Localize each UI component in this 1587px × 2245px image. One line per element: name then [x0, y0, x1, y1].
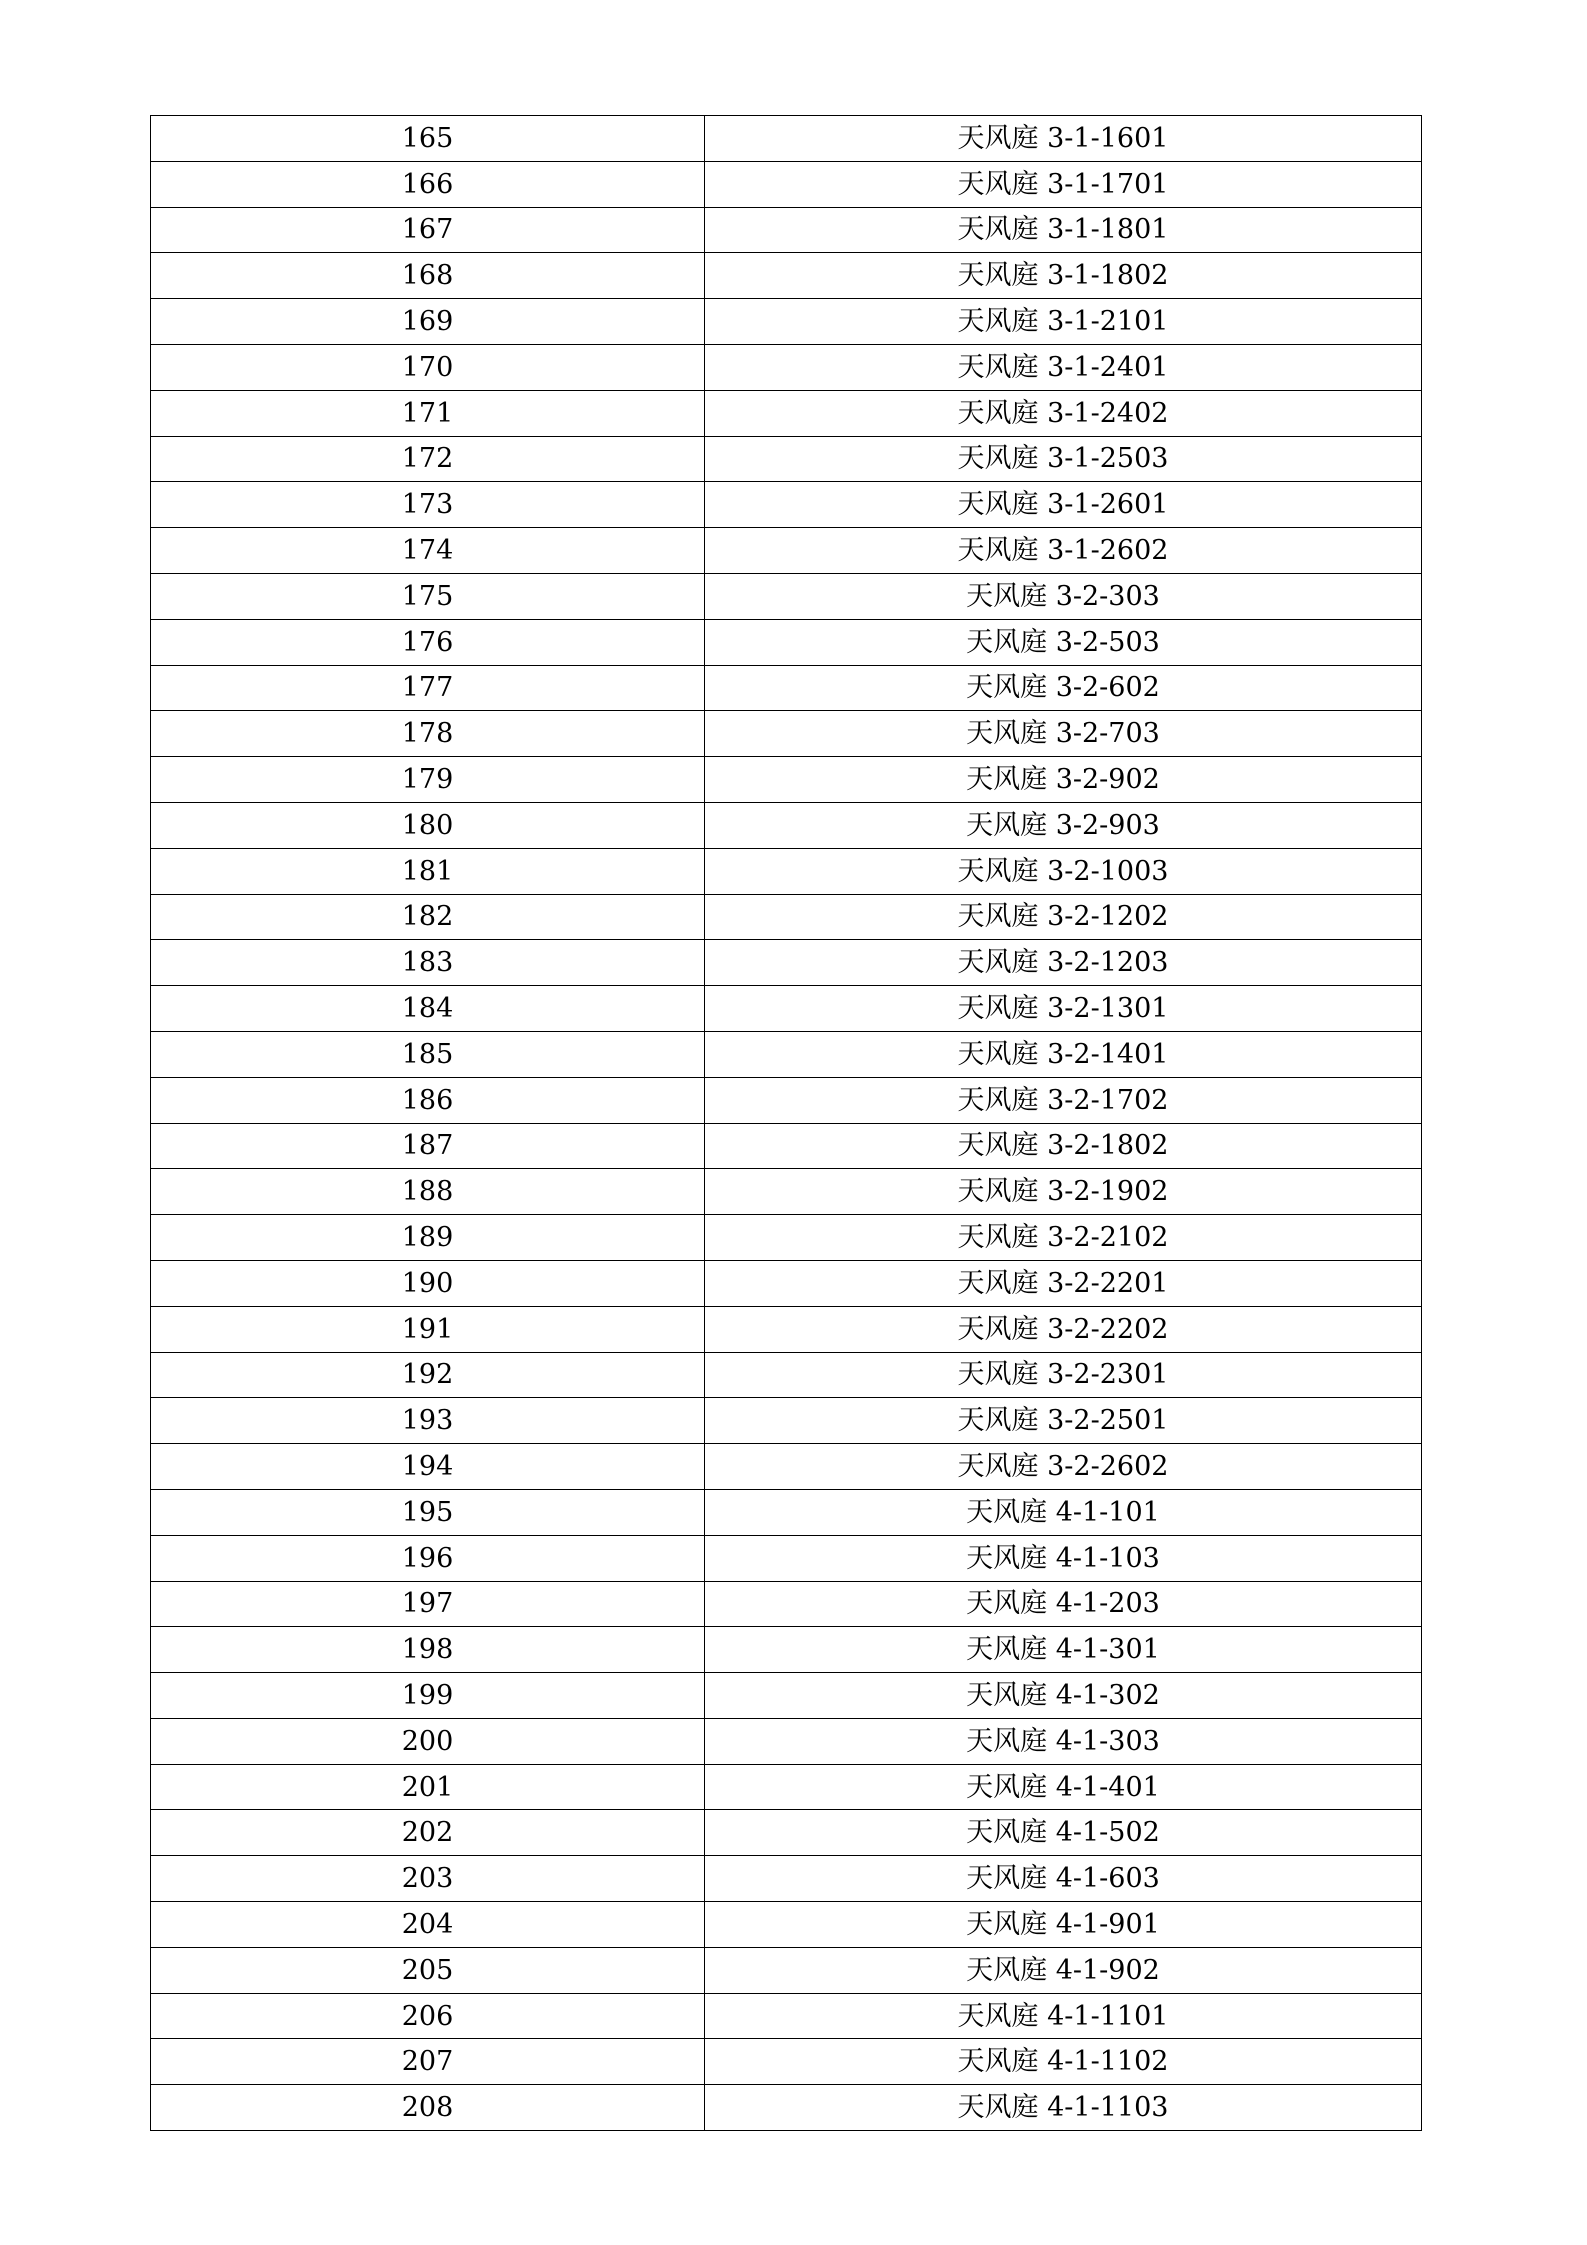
- table-row: [151, 1260, 1422, 1306]
- table-row: [151, 1535, 1422, 1581]
- row-number-cell: 167: [151, 207, 705, 253]
- table-row: [151, 1627, 1422, 1673]
- table-row: [151, 619, 1422, 665]
- table-row: [151, 116, 1422, 162]
- table-row: [151, 1764, 1422, 1810]
- row-number-cell: 201: [151, 1764, 705, 1810]
- row-number-cell: 179: [151, 757, 705, 803]
- room-list-table: [150, 115, 1422, 2131]
- row-number-cell: 198: [151, 1627, 705, 1673]
- table-row: [151, 1810, 1422, 1856]
- table-row: [151, 665, 1422, 711]
- room-cell: 天风庭 4-1-1102: [705, 2039, 1422, 2085]
- table-row: [151, 1581, 1422, 1627]
- room-cell: 天风庭 3-1-2401: [705, 344, 1422, 390]
- room-cell: 天风庭 3-2-503: [705, 619, 1422, 665]
- row-number-cell: 170: [151, 344, 705, 390]
- room-cell: 天风庭 3-2-2501: [705, 1398, 1422, 1444]
- row-number-cell: 186: [151, 1077, 705, 1123]
- room-cell: 天风庭 3-2-903: [705, 802, 1422, 848]
- room-cell: 天风庭 4-1-103: [705, 1535, 1422, 1581]
- row-number-cell: 185: [151, 1031, 705, 1077]
- table-row: [151, 1031, 1422, 1077]
- room-cell: 天风庭 4-1-1103: [705, 2085, 1422, 2131]
- room-cell: 天风庭 3-2-2201: [705, 1260, 1422, 1306]
- row-number-cell: 176: [151, 619, 705, 665]
- room-cell: 天风庭 4-1-303: [705, 1718, 1422, 1764]
- table-row: [151, 1489, 1422, 1535]
- room-cell: 天风庭 3-2-1003: [705, 848, 1422, 894]
- room-cell: 天风庭 3-1-2402: [705, 390, 1422, 436]
- room-cell: 天风庭 3-2-1301: [705, 986, 1422, 1032]
- table-body: [151, 116, 1422, 2131]
- table-row: [151, 482, 1422, 528]
- room-cell: 天风庭 3-2-2301: [705, 1352, 1422, 1398]
- room-cell: 天风庭 3-1-1801: [705, 207, 1422, 253]
- room-cell: 天风庭 3-2-2602: [705, 1444, 1422, 1490]
- room-cell: 天风庭 3-2-602: [705, 665, 1422, 711]
- table-row: [151, 253, 1422, 299]
- table-row: [151, 711, 1422, 757]
- row-number-cell: 174: [151, 528, 705, 574]
- row-number-cell: 206: [151, 1993, 705, 2039]
- room-cell: 天风庭 3-1-2101: [705, 299, 1422, 345]
- row-number-cell: 195: [151, 1489, 705, 1535]
- room-cell: 天风庭 3-1-2601: [705, 482, 1422, 528]
- room-cell: 天风庭 3-1-2503: [705, 436, 1422, 482]
- table-row: [151, 1902, 1422, 1948]
- room-cell: 天风庭 3-2-2202: [705, 1306, 1422, 1352]
- room-cell: 天风庭 3-1-1601: [705, 116, 1422, 162]
- room-cell: 天风庭 3-1-1701: [705, 161, 1422, 207]
- room-cell: 天风庭 4-1-902: [705, 1947, 1422, 1993]
- row-number-cell: 171: [151, 390, 705, 436]
- row-number-cell: 187: [151, 1123, 705, 1169]
- table-row: [151, 1215, 1422, 1261]
- table-row: [151, 1077, 1422, 1123]
- room-cell: 天风庭 3-2-1902: [705, 1169, 1422, 1215]
- room-cell: 天风庭 4-1-901: [705, 1902, 1422, 1948]
- row-number-cell: 173: [151, 482, 705, 528]
- room-cell: 天风庭 4-1-302: [705, 1673, 1422, 1719]
- room-cell: 天风庭 4-1-1101: [705, 1993, 1422, 2039]
- row-number-cell: 188: [151, 1169, 705, 1215]
- room-cell: 天风庭 3-2-1203: [705, 940, 1422, 986]
- row-number-cell: 169: [151, 299, 705, 345]
- table-row: [151, 1352, 1422, 1398]
- table-row: [151, 1398, 1422, 1444]
- row-number-cell: 193: [151, 1398, 705, 1444]
- table-row: [151, 1673, 1422, 1719]
- row-number-cell: 197: [151, 1581, 705, 1627]
- table-row: [151, 1947, 1422, 1993]
- row-number-cell: 196: [151, 1535, 705, 1581]
- row-number-cell: 182: [151, 894, 705, 940]
- table-row: [151, 757, 1422, 803]
- table-row: [151, 390, 1422, 436]
- row-number-cell: 184: [151, 986, 705, 1032]
- room-cell: 天风庭 3-2-1802: [705, 1123, 1422, 1169]
- table-row: [151, 344, 1422, 390]
- row-number-cell: 168: [151, 253, 705, 299]
- row-number-cell: 192: [151, 1352, 705, 1398]
- row-number-cell: 204: [151, 1902, 705, 1948]
- row-number-cell: 183: [151, 940, 705, 986]
- row-number-cell: 180: [151, 802, 705, 848]
- room-cell: 天风庭 3-2-2102: [705, 1215, 1422, 1261]
- room-cell: 天风庭 3-2-1401: [705, 1031, 1422, 1077]
- row-number-cell: 177: [151, 665, 705, 711]
- table-row: [151, 2039, 1422, 2085]
- row-number-cell: 207: [151, 2039, 705, 2085]
- table-row: [151, 161, 1422, 207]
- room-cell: 天风庭 3-2-703: [705, 711, 1422, 757]
- row-number-cell: 165: [151, 116, 705, 162]
- room-cell: 天风庭 3-1-1802: [705, 253, 1422, 299]
- table-row: [151, 528, 1422, 574]
- row-number-cell: 199: [151, 1673, 705, 1719]
- row-number-cell: 190: [151, 1260, 705, 1306]
- row-number-cell: 202: [151, 1810, 705, 1856]
- table-row: [151, 299, 1422, 345]
- room-cell: 天风庭 4-1-401: [705, 1764, 1422, 1810]
- row-number-cell: 178: [151, 711, 705, 757]
- room-cell: 天风庭 3-1-2602: [705, 528, 1422, 574]
- room-cell: 天风庭 3-2-1702: [705, 1077, 1422, 1123]
- table-row: [151, 436, 1422, 482]
- row-number-cell: 166: [151, 161, 705, 207]
- row-number-cell: 200: [151, 1718, 705, 1764]
- row-number-cell: 181: [151, 848, 705, 894]
- row-number-cell: 208: [151, 2085, 705, 2131]
- table-row: [151, 1444, 1422, 1490]
- row-number-cell: 203: [151, 1856, 705, 1902]
- row-number-cell: 189: [151, 1215, 705, 1261]
- table-row: [151, 848, 1422, 894]
- room-cell: 天风庭 4-1-301: [705, 1627, 1422, 1673]
- room-cell: 天风庭 4-1-603: [705, 1856, 1422, 1902]
- room-cell: 天风庭 3-2-303: [705, 573, 1422, 619]
- room-cell: 天风庭 4-1-101: [705, 1489, 1422, 1535]
- table-row: [151, 986, 1422, 1032]
- table-row: [151, 1856, 1422, 1902]
- table-row: [151, 573, 1422, 619]
- table-row: [151, 894, 1422, 940]
- table-row: [151, 1306, 1422, 1352]
- table-row: [151, 2085, 1422, 2131]
- row-number-cell: 175: [151, 573, 705, 619]
- row-number-cell: 194: [151, 1444, 705, 1490]
- row-number-cell: 191: [151, 1306, 705, 1352]
- row-number-cell: 172: [151, 436, 705, 482]
- table-row: [151, 940, 1422, 986]
- table-row: [151, 1123, 1422, 1169]
- row-number-cell: 205: [151, 1947, 705, 1993]
- room-cell: 天风庭 4-1-203: [705, 1581, 1422, 1627]
- table-row: [151, 1993, 1422, 2039]
- table-row: [151, 207, 1422, 253]
- table-row: [151, 1169, 1422, 1215]
- table-row: [151, 1718, 1422, 1764]
- room-cell: 天风庭 3-2-902: [705, 757, 1422, 803]
- table-row: [151, 802, 1422, 848]
- room-cell: 天风庭 3-2-1202: [705, 894, 1422, 940]
- room-cell: 天风庭 4-1-502: [705, 1810, 1422, 1856]
